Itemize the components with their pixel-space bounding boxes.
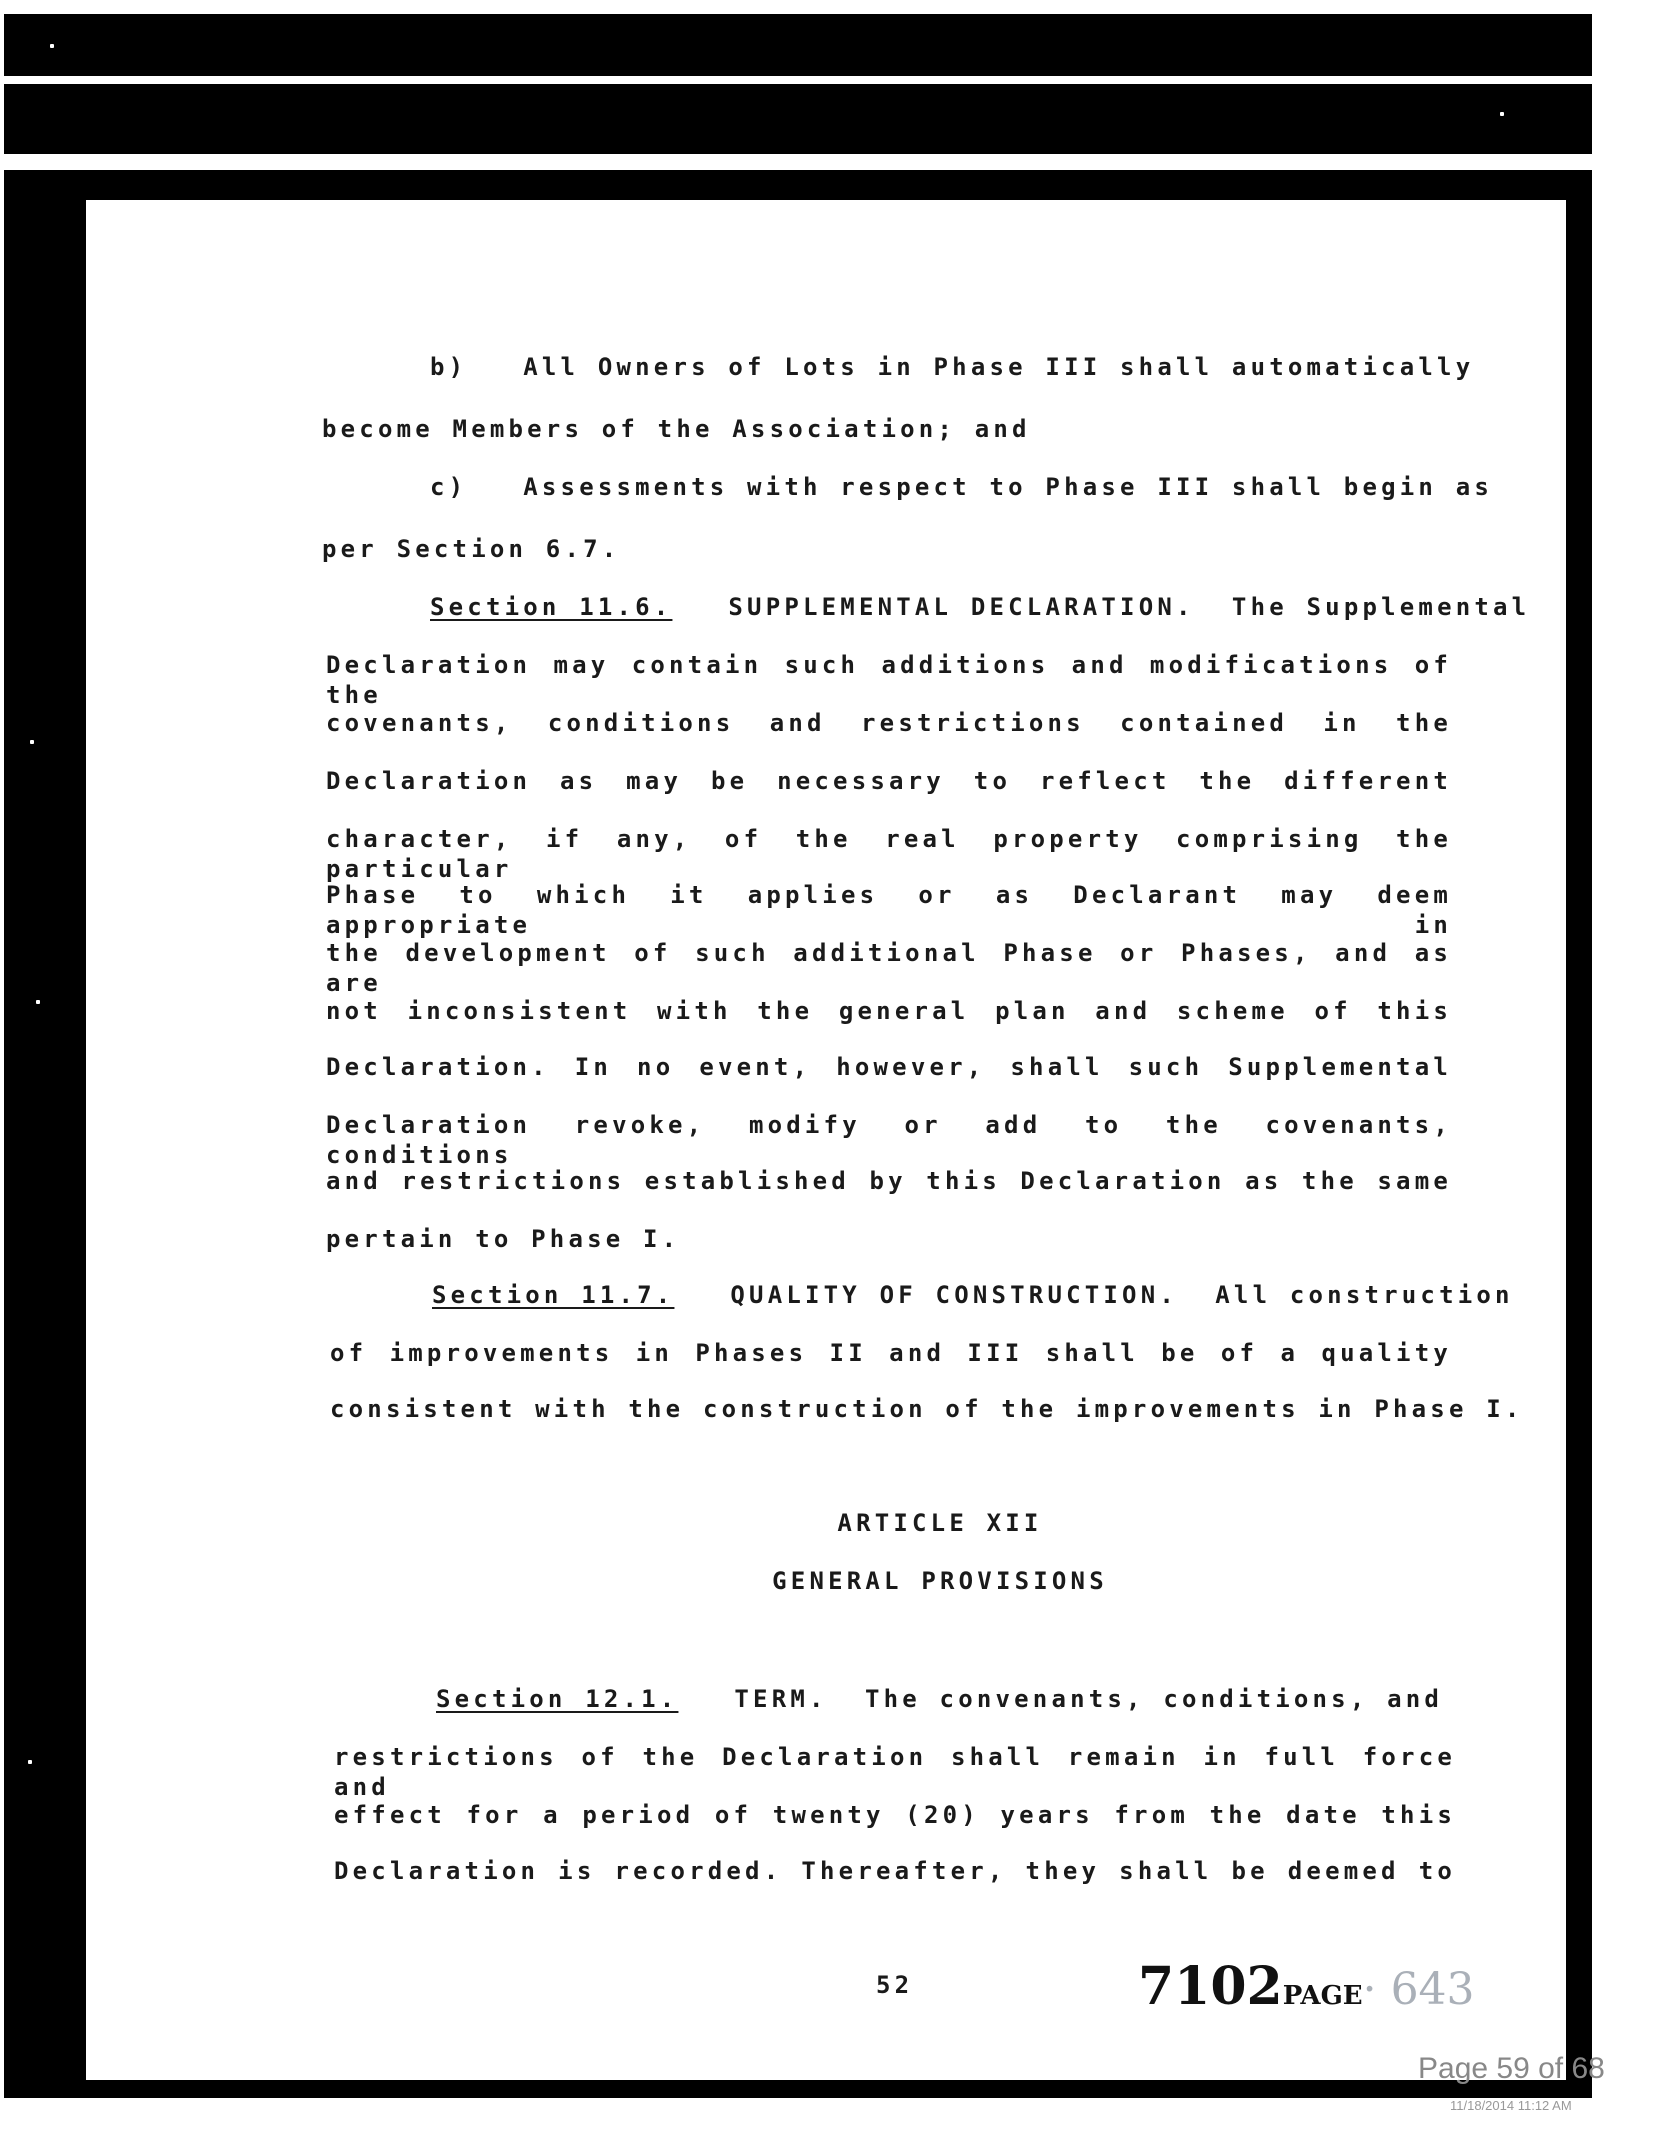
- section-12-1-lead: TERM. The convenants, conditions, and: [734, 1685, 1444, 1713]
- section-12-1-line: Declaration is recorded. Thereafter, they shall be deemed to: [334, 1857, 1456, 1885]
- section-11-6-lead: SUPPLEMENTAL DECLARATION. The Supplemental: [728, 593, 1531, 621]
- page-word: PAGE: [1282, 1981, 1363, 2011]
- section-11-7-heading: [432, 1280, 1514, 1310]
- item-c-line-1: c) Assessments with respect to Phase III shall begin as: [430, 473, 1494, 501]
- section-11-6-label: Section 11.6.: [430, 593, 673, 621]
- section-11-6-line: Declaration as may be necessary to reflect the different: [326, 767, 1452, 795]
- section-12-1-line: restrictions of the Declaration shall remain in full force and: [334, 1743, 1456, 1801]
- section-12-1-line: effect for a period of twenty (20) years from the date this: [334, 1801, 1456, 1829]
- book-page-number: · 643: [1362, 1964, 1475, 2015]
- timestamp: 11/18/2014 11:12 AM: [1450, 2098, 1572, 2113]
- section-12-1-label: Section 12.1.: [436, 1685, 679, 1713]
- book-page-stamp: [1138, 1956, 1475, 2017]
- section-11-6-line: the development of such additional Phase or Phases, and as are: [326, 939, 1452, 997]
- scan-speck: [50, 44, 54, 48]
- scan-top-band: [4, 14, 1592, 154]
- page-number: 52: [876, 1971, 914, 1999]
- scan-speck: [1500, 112, 1504, 116]
- section-11-7-label: Section 11.7.: [432, 1281, 675, 1309]
- book-number: 7102: [1138, 1956, 1283, 2017]
- scan-speck: [36, 1000, 40, 1004]
- page-badge: Page 59 of 68: [1418, 2052, 1605, 2085]
- section-11-6-line: not inconsistent with the general plan and scheme of this: [326, 997, 1452, 1025]
- section-11-6-line: Declaration revoke, modify or add to the covenants, conditions: [326, 1111, 1452, 1169]
- section-11-6-line: Phase to which it applies or as Declarant may deem appropriate in: [326, 881, 1452, 939]
- item-b-line-1: b) All Owners of Lots in Phase III shall automatically: [430, 353, 1475, 381]
- section-11-6-line: and restrictions established by this Declaration as the same: [326, 1167, 1452, 1195]
- scan-speck: [1612, 1500, 1616, 1504]
- scan-speck: [30, 740, 34, 744]
- scan-speck: [28, 1760, 32, 1764]
- item-b-line-2: become Members of the Association; and: [322, 415, 1031, 443]
- section-11-7-lead: QUALITY OF CONSTRUCTION. All construction: [730, 1281, 1514, 1309]
- item-c-line-2: per Section 6.7.: [322, 535, 621, 563]
- article-heading: ARTICLE XII: [837, 1509, 1043, 1537]
- section-11-6-line: Declaration. In no event, however, shall such Supplemental: [326, 1053, 1452, 1081]
- section-12-1-heading: [436, 1684, 1443, 1714]
- section-11-6-heading: [430, 592, 1530, 622]
- section-11-7-line: consistent with the construction of the improvements in Phase I.: [330, 1395, 1524, 1423]
- section-11-6-last-line: pertain to Phase I.: [326, 1225, 681, 1253]
- section-11-6-line: Declaration may contain such additions and modifications of the: [326, 651, 1452, 709]
- article-title: GENERAL PROVISIONS: [772, 1567, 1108, 1595]
- section-11-6-line: covenants, conditions and restrictions contained in the: [326, 709, 1452, 737]
- section-11-7-line: of improvements in Phases II and III shall be of a quality: [330, 1339, 1452, 1367]
- section-11-6-line: character, if any, of the real property comprising the particular: [326, 825, 1452, 883]
